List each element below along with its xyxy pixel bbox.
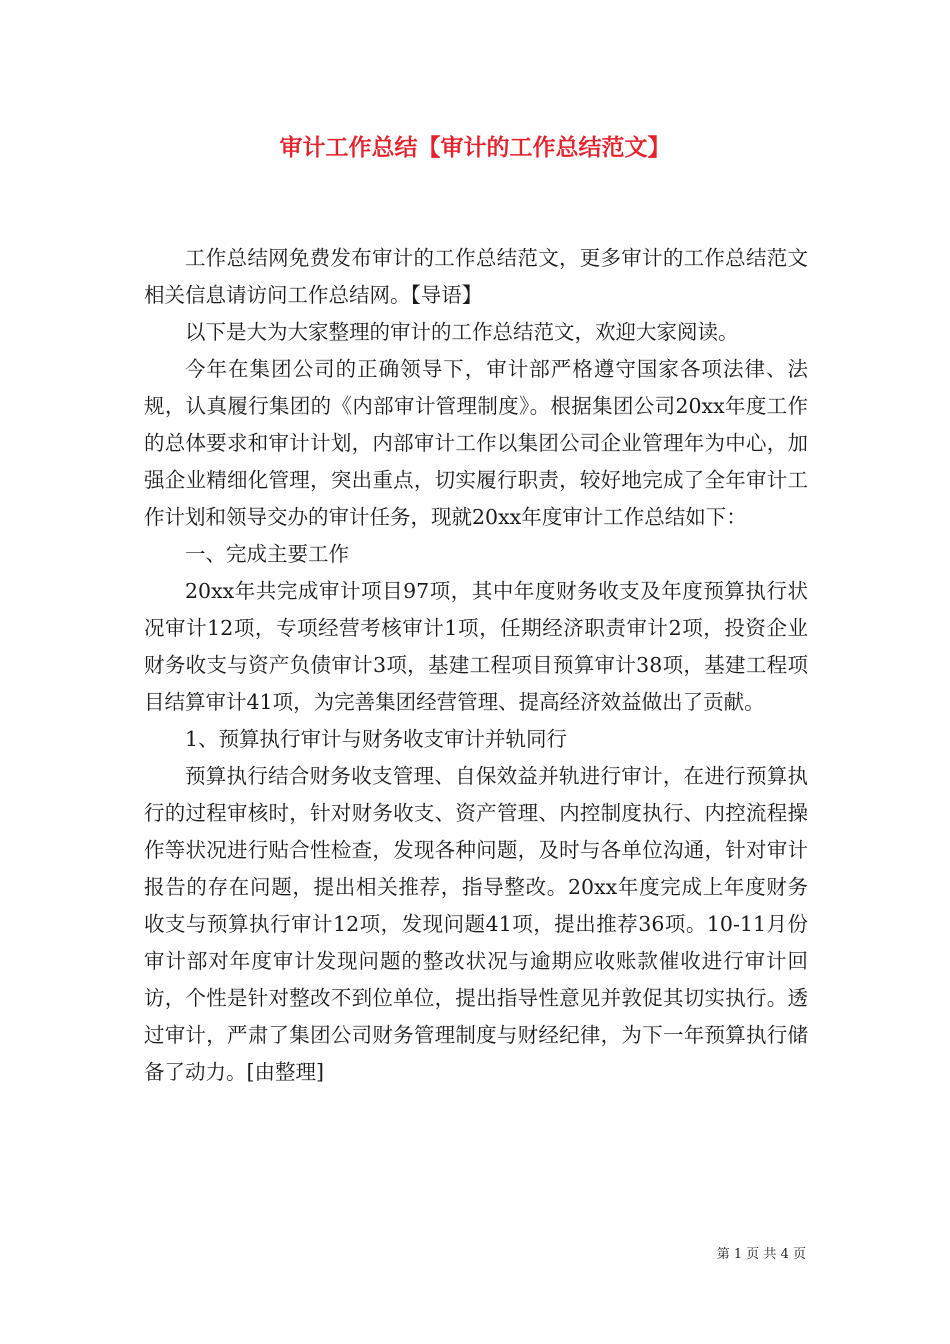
footer-current-page: 1 xyxy=(733,1247,743,1262)
footer-middle: 页 共 xyxy=(746,1247,777,1262)
document-title: 审计工作总结【审计的工作总结范文】 xyxy=(279,135,671,161)
paragraph-project-stats: 20xx年共完成审计项目97项，其中年度财务收支及年度预算执行状况审计12项，专项经营考核审计1项，任期经济职责审计2项，投资企业财务收支与资产负债审计3项，基建工程项目预算审计38项，基建工程项目结算审计41项，为完善集团经营管理、提高经济效益做出了贡献。 xyxy=(144,579,808,714)
subsection-heading-budget-audit: 1、预算执行审计与财务收支审计并轨同行 xyxy=(185,727,568,751)
paragraph-budget-audit: 预算执行结合财务收支管理、自保效益并轨进行审计，在进行预算执行的过程审核时，针对财务收支、资产管理、内控制度执行、内控流程操作等状况进行贴合性检查，发现各种问题，及时与各单位沟通，针对审计报告的存在问题，提出相关推荐，指导整改。20xx年度完成上年度财务收支与预算执行审计12项，发现问题41项，提出推荐36项。10-11月份审计部对年度审计发现问题的整改状况与逾期应收账款催收进行审计回访，个性是针对整改不到位单位，提出指导性意见并敦促其切实执行。透过审计，严肃了集团公司财务管理制度与财经纪律，为下一年预算执行储备了动力。[由整理] xyxy=(144,764,808,1084)
page-number-footer xyxy=(717,1246,806,1264)
footer-total-pages: 4 xyxy=(780,1247,789,1262)
paragraph-overview: 今年在集团公司的正确领导下，审计部严格遵守国家各项法律、法规，认真履行集团的《内部审计管理制度》。根据集团公司20xx年度工作的总体要求和审计计划，内部审计工作以集团公司企业管理年为中心，加强企业精细化管理，突出重点，切实履行职责，较好地完成了全年审计工作计划和领导交办的审计任务，现就20xx年度审计工作总结如下： xyxy=(144,357,808,529)
document-body xyxy=(144,240,808,1091)
paragraph-lead: 以下是大为大家整理的审计的工作总结范文，欢迎大家阅读。 xyxy=(185,320,739,344)
paragraph-intro: 工作总结网免费发布审计的工作总结范文，更多审计的工作总结范文相关信息请访问工作总结网。【导语】 xyxy=(144,246,808,307)
footer-suffix: 页 xyxy=(792,1247,806,1262)
footer-prefix: 第 xyxy=(716,1247,730,1262)
section-heading-main-work: 一、完成主要工作 xyxy=(185,542,349,566)
